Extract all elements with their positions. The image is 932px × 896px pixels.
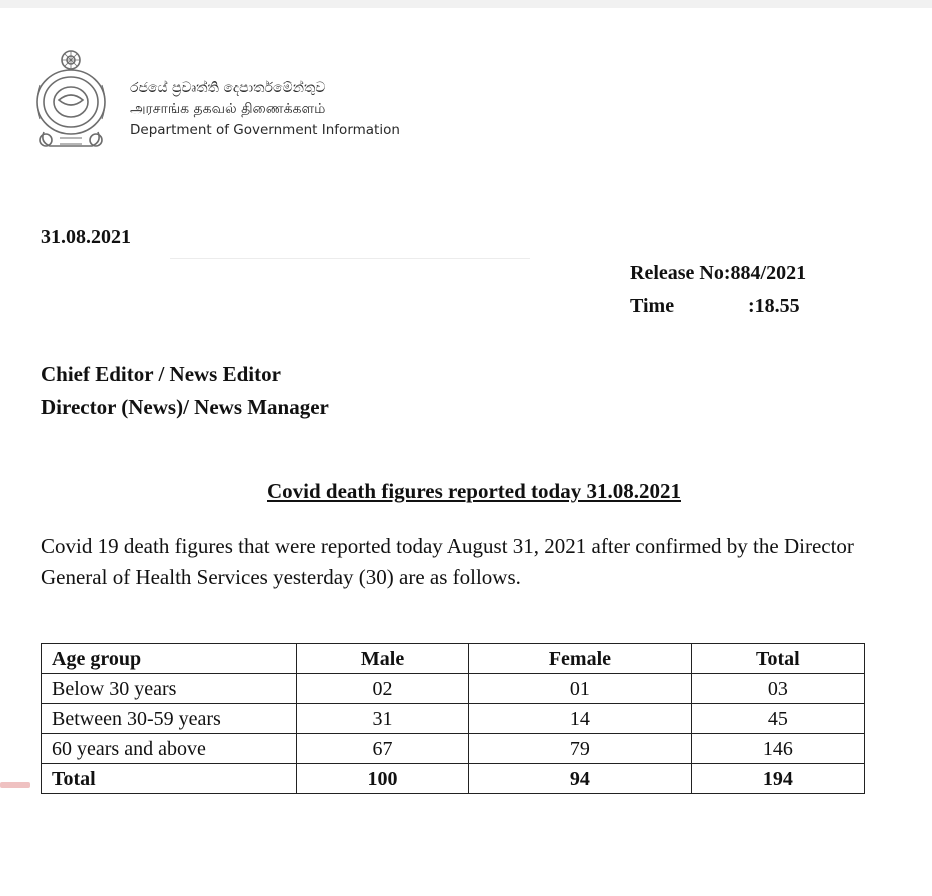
- female-cell: 01: [469, 674, 692, 704]
- column-header-total: Total: [691, 644, 864, 674]
- table-header-row: [42, 644, 865, 674]
- stamp-mark: [0, 782, 30, 788]
- column-header-male: Male: [297, 644, 469, 674]
- total-cell: 45: [691, 704, 864, 734]
- department-name-english: Department of Government Information: [130, 122, 400, 138]
- top-bar: [0, 0, 932, 8]
- column-header-age-group: Age group: [42, 644, 297, 674]
- headline: [0, 479, 932, 504]
- release-time: [630, 290, 806, 323]
- recipients: [41, 358, 329, 424]
- release-date: 31.08.2021: [41, 226, 131, 248]
- male-cell: 67: [297, 734, 469, 764]
- release-info: [630, 257, 806, 323]
- total-cell: 146: [691, 734, 864, 764]
- death-figures-table: [41, 643, 865, 794]
- release-number: Release No:884/2021: [630, 262, 807, 284]
- age-group-cell: 60 years and above: [42, 734, 297, 764]
- total-male-cell: 100: [297, 764, 469, 794]
- table-row: [42, 734, 865, 764]
- female-cell: 79: [469, 734, 692, 764]
- total-female-cell: 94: [469, 764, 692, 794]
- table-row: [42, 674, 865, 704]
- table-total-row: [42, 764, 865, 794]
- department-name-sinhala: රජයේ ප්‍රවෘත්ති දෙපාර්තමේන්තුව: [130, 80, 326, 96]
- headline-text: Covid death figures reported today 31.08.2021: [267, 479, 681, 503]
- recipient-line-2: Director (News)/ News Manager: [41, 395, 329, 419]
- recipient-line-1: Chief Editor / News Editor: [41, 362, 281, 386]
- body-paragraph: Covid 19 death figures that were reported today August 31, 2021 after confirmed by the Director General of Health Services yesterday (30) are as follows.: [41, 534, 854, 589]
- grand-total-cell: 194: [691, 764, 864, 794]
- letterhead: [30, 40, 460, 155]
- department-names: [130, 78, 400, 141]
- release-time-value: :18.55: [748, 295, 800, 317]
- age-group-cell: Below 30 years: [42, 674, 297, 704]
- age-group-cell: Between 30-59 years: [42, 704, 297, 734]
- total-cell: 03: [691, 674, 864, 704]
- column-header-female: Female: [469, 644, 692, 674]
- sri-lanka-emblem-icon: [30, 40, 112, 152]
- male-cell: 02: [297, 674, 469, 704]
- department-name-tamil: அரசாங்க தகவல் திணைக்களம்: [130, 101, 326, 117]
- table-row: [42, 704, 865, 734]
- divider: [170, 258, 530, 259]
- total-label-cell: Total: [42, 764, 297, 794]
- release-time-label: Time: [630, 295, 675, 317]
- male-cell: 31: [297, 704, 469, 734]
- female-cell: 14: [469, 704, 692, 734]
